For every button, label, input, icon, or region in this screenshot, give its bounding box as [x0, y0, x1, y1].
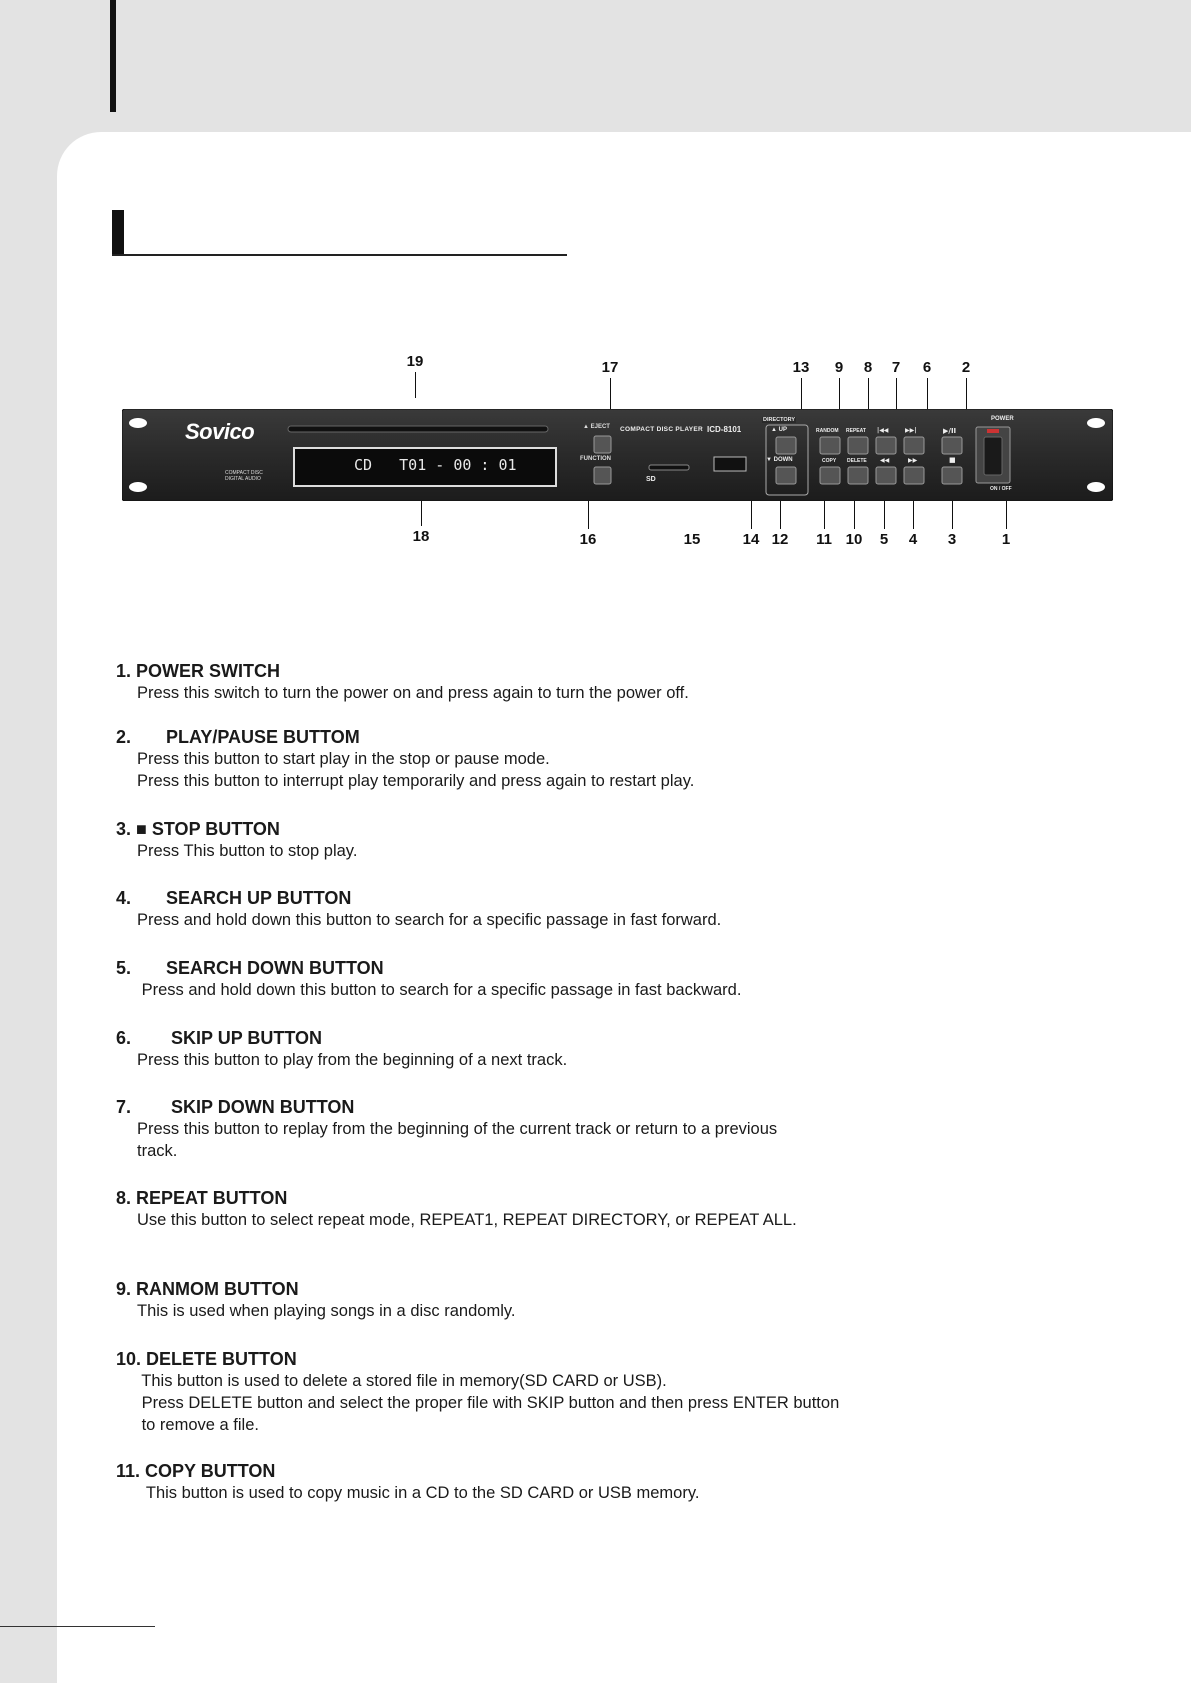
cd-player-panel — [122, 409, 1113, 501]
delete-label: DELETE — [847, 458, 867, 464]
callout-18: 18 — [412, 528, 430, 545]
callout-17: 17 — [601, 359, 619, 376]
model-number: ICD-8101 — [707, 425, 742, 434]
callout-14: 14 — [742, 531, 760, 548]
down-label: ▼ DOWN — [766, 457, 793, 463]
callout-13: 13 — [792, 359, 810, 376]
copy-label: COPY — [822, 458, 837, 464]
cd-logo: COMPACT DISC DIGITAL AUDIO — [225, 470, 263, 482]
sd-label: SD — [646, 476, 656, 483]
list-item-search-up: 4. SEARCH UP BUTTON Press and hold down this button to search for a specific passage in fast forward. — [116, 888, 722, 929]
stop-label: ■ — [949, 456, 956, 464]
rew-label: ◀◀ — [880, 457, 890, 464]
up-label: ▲ UP — [771, 427, 787, 433]
callout-3: 3 — [947, 531, 957, 548]
callout-9: 9 — [834, 359, 844, 376]
repeat-label: REPEAT — [846, 428, 866, 434]
skip-down-label: |◀◀ — [877, 427, 889, 434]
callout-15: 15 — [683, 531, 701, 548]
callout-12: 12 — [771, 531, 789, 548]
callout-2: 2 — [961, 359, 971, 376]
power-state-label: ON / OFF — [990, 486, 1012, 492]
callout-8: 8 — [863, 359, 873, 376]
power-label: POWER — [991, 416, 1014, 422]
list-item-skip-up: 6. SKIP UP BUTTON Press this button to play from the beginning of a next track. — [116, 1028, 568, 1069]
display-readout: CD T01 - 00 : 01 — [354, 456, 517, 474]
callout-16: 16 — [579, 531, 597, 548]
list-item-delete: 10. DELETE BUTTON This button is used to delete a stored file in memory(SD CARD or USB). Press DELETE button and select the proper file with SKIP button and then press ENTER button to remove a file. — [116, 1349, 840, 1434]
list-item-search-down: 5. SEARCH DOWN BUTTON Press and hold down this button to search for a specific passage in fast backward. — [116, 958, 742, 999]
callout-11: 11 — [816, 531, 832, 548]
list-item-stop: 3. ■ STOP BUTTON Press This button to stop play. — [116, 819, 358, 860]
callout-7: 7 — [891, 359, 901, 376]
callout-4: 4 — [908, 531, 918, 548]
callout-1: 1 — [1001, 531, 1011, 548]
directory-label: DIRECTORY — [763, 417, 796, 423]
function-label: FUNCTION — [580, 456, 611, 462]
section-heading-rule — [112, 254, 567, 256]
random-label: RANDOM — [816, 428, 839, 434]
brand-logo: Sovico — [185, 419, 255, 444]
list-item-power-switch: 1. POWER SWITCH Press this switch to turn the power on and press again to turn the power off. — [116, 661, 689, 702]
ffwd-label: ▶▶ — [908, 457, 918, 464]
list-item-random: 9. RANMOM BUTTON This is used when playing songs in a disc randomly. — [116, 1279, 516, 1320]
footer-rule — [0, 1626, 155, 1627]
list-item-repeat: 8. REPEAT BUTTON Use this button to select repeat mode, REPEAT1, REPEAT DIRECTORY, or REPEAT ALL. — [116, 1188, 797, 1229]
top-rule — [110, 0, 116, 112]
list-item-copy: 11. COPY BUTTON This button is used to copy music in a CD to the SD CARD or USB memory. — [116, 1461, 700, 1502]
callout-5: 5 — [879, 531, 889, 548]
skip-up-label: ▶▶| — [905, 427, 917, 434]
list-item-skip-down: 7. SKIP DOWN BUTTON Press this button to replay from the beginning of the current track or return to a previous track. — [116, 1097, 778, 1160]
callout-6: 6 — [922, 359, 932, 376]
model-label: COMPACT DISC PLAYER — [620, 426, 703, 433]
callout-10: 10 — [845, 531, 863, 548]
eject-label: ▲ EJECT — [583, 424, 610, 430]
play-pause-label: ▶/II — [943, 427, 957, 435]
callout-19: 19 — [406, 353, 424, 370]
list-item-play-pause: 2. PLAY/PAUSE BUTTOM Press this button to start play in the stop or pause mode. Press this button to interrupt play temporarily and press again to restart play. — [116, 727, 695, 790]
section-heading-bar — [112, 210, 124, 254]
front-panel-illustration — [110, 350, 1120, 550]
